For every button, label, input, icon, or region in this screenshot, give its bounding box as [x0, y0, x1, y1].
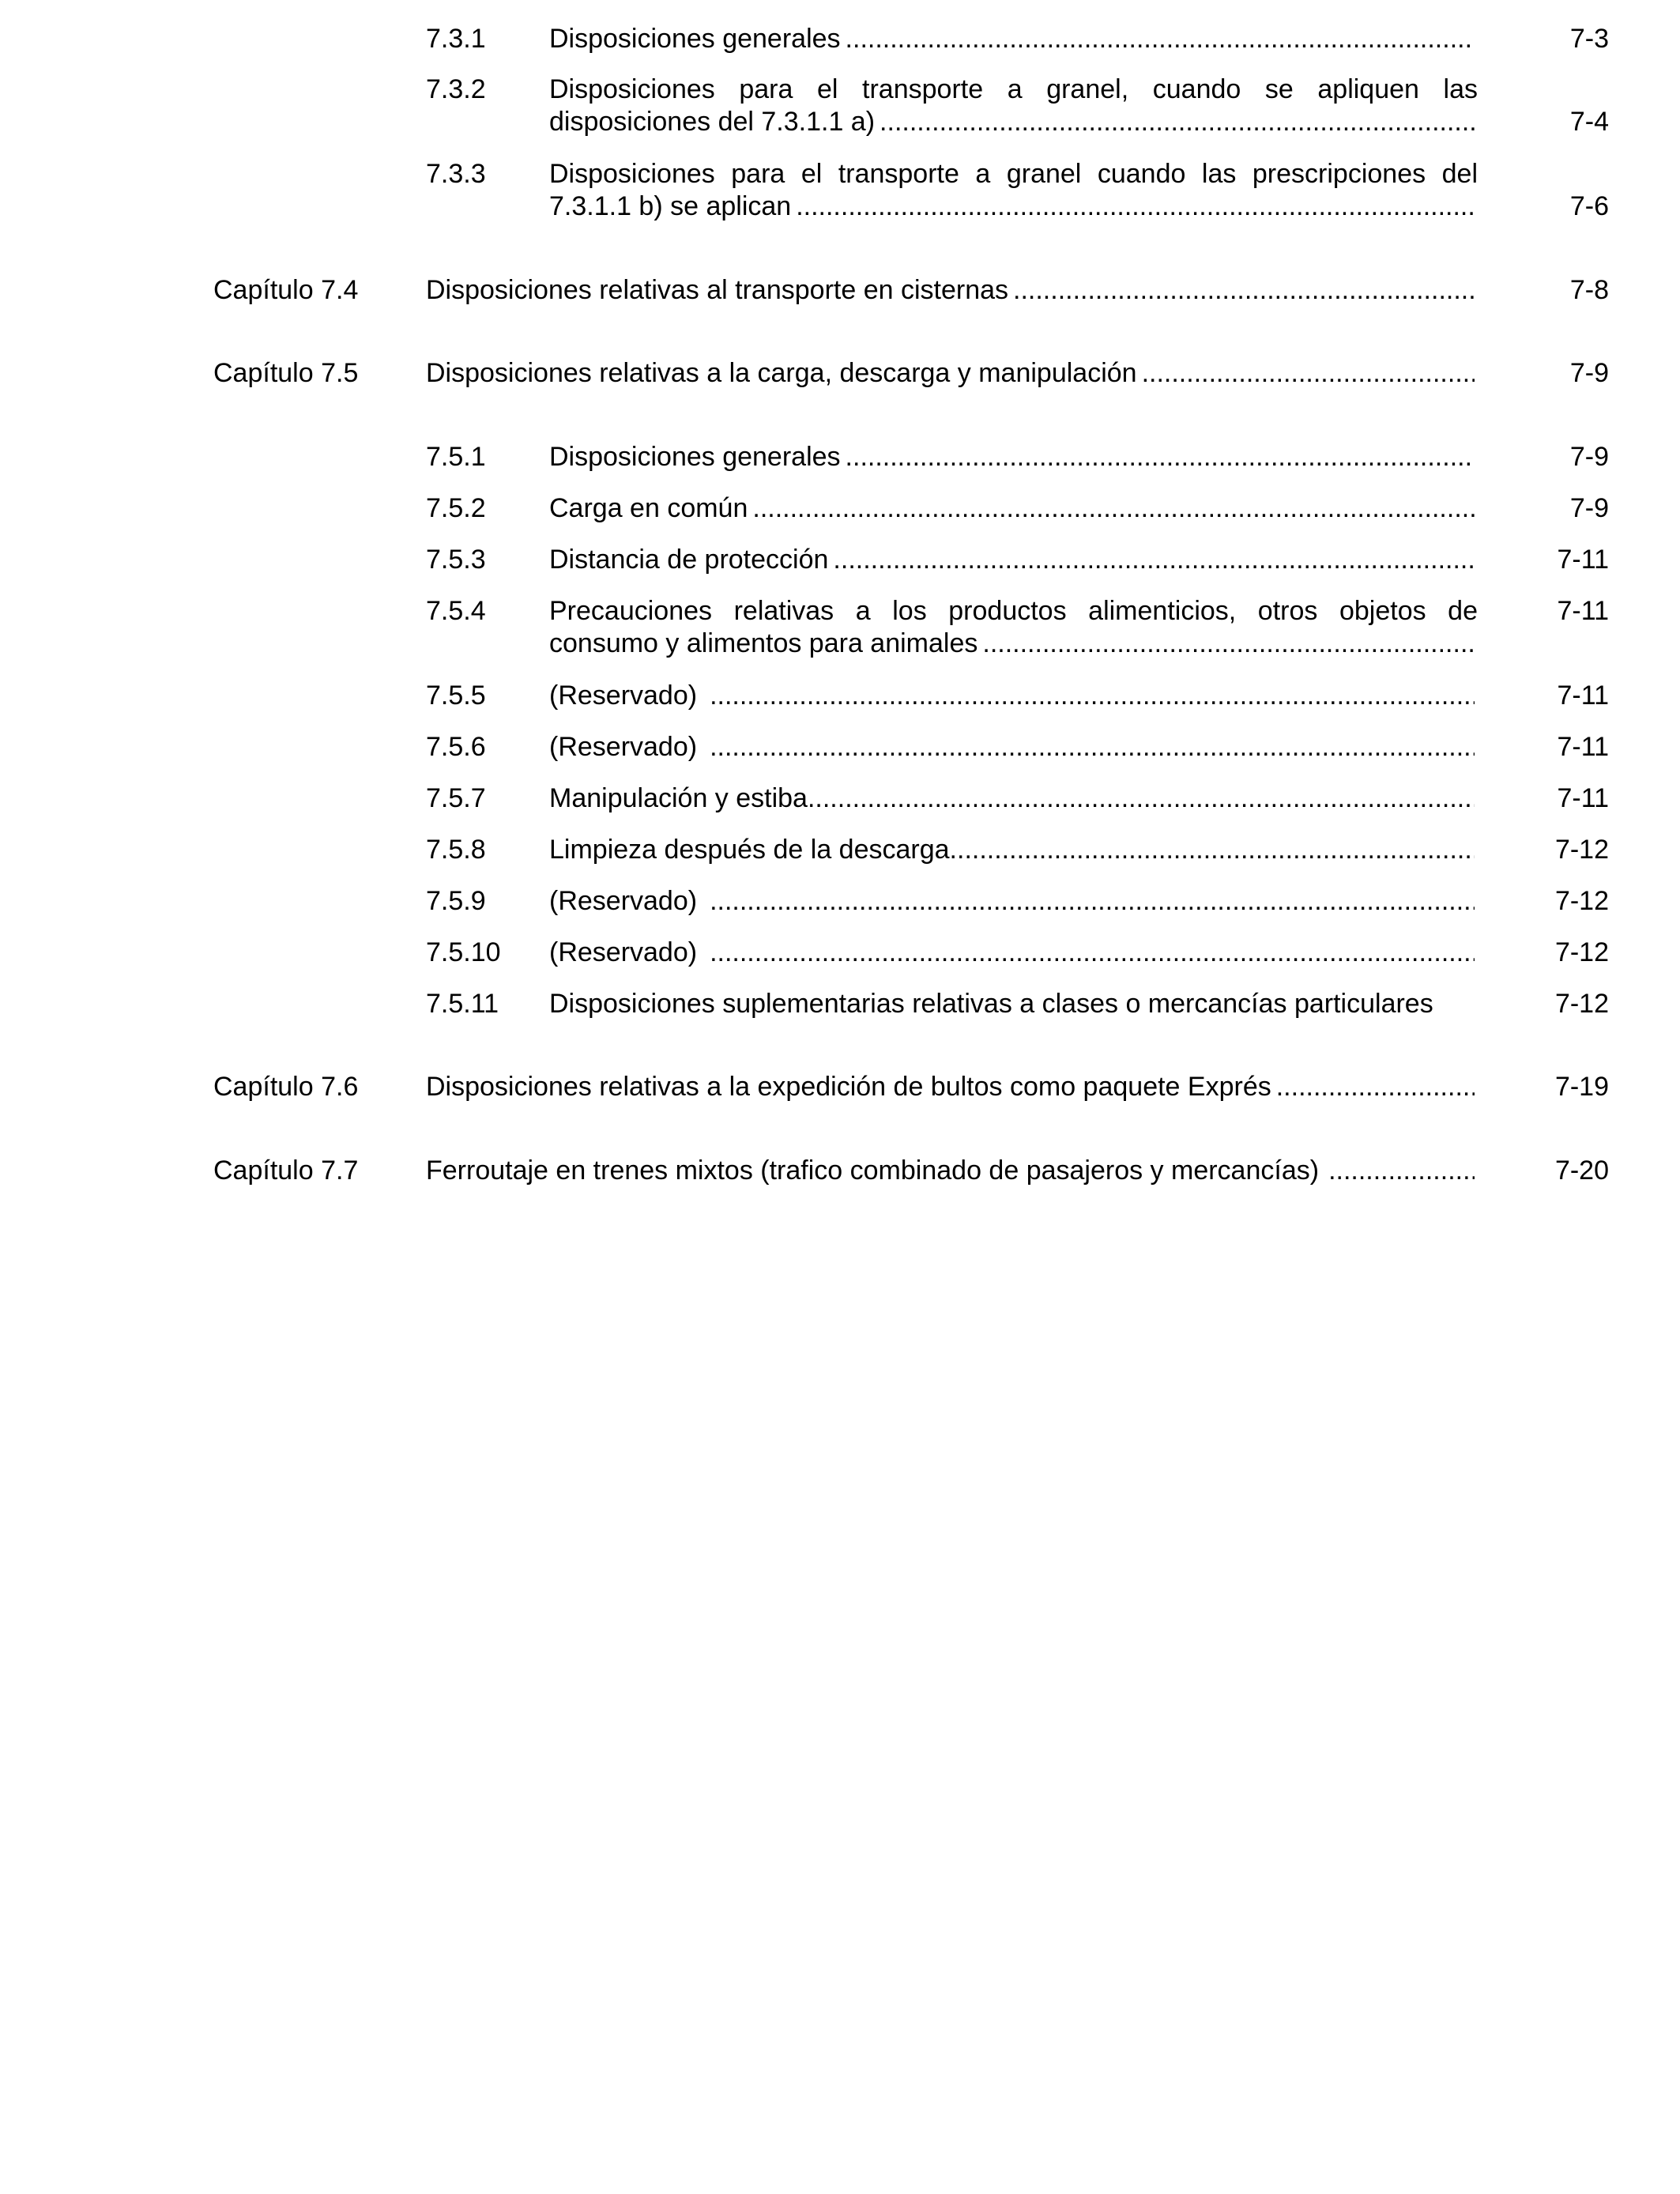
section-number: 7.3.3	[426, 159, 486, 189]
entry-title	[549, 544, 1475, 576]
entry-title	[549, 782, 1475, 815]
entry-title-line-1: Disposiciones para el transporte a granel cuando las prescripciones del	[549, 159, 1478, 189]
chapter-title-text: Ferroutaje en trenes mixtos (trafico combinado de pasajeros y mercancías)	[426, 1155, 1320, 1186]
entry-title-text: disposiciones del 7.3.1.1 a)	[549, 107, 876, 137]
entry-title	[549, 492, 1475, 525]
entry-title-text: Distancia de protección	[549, 545, 829, 575]
section-number: 7.5.7	[426, 783, 486, 813]
page-reference: 7-6	[1569, 191, 1609, 221]
dot-leader	[950, 834, 1475, 866]
section-number: 7.3.1	[426, 24, 486, 54]
dot-leader	[1142, 357, 1475, 390]
dot-leader	[880, 106, 1475, 138]
chapter-label: Capítulo 7.5	[213, 358, 359, 388]
entry-title	[549, 680, 1475, 712]
page-reference: 7-11	[1557, 545, 1609, 575]
page-reference: 7-9	[1569, 442, 1609, 472]
dot-leader	[710, 680, 1475, 712]
entry-title-text: consumo y alimentos para animales	[549, 628, 978, 658]
entry-title-line-2	[549, 190, 1475, 223]
page-reference: 7-12	[1554, 835, 1609, 865]
dot-leader	[710, 885, 1475, 918]
section-number: 7.5.9	[426, 886, 486, 916]
page-reference: 7-4	[1569, 107, 1609, 137]
page-reference: 7-9	[1569, 493, 1609, 523]
entry-title	[549, 885, 1475, 918]
section-number: 7.5.11	[426, 989, 499, 1019]
entry-title-line-1: Disposiciones para el transporte a granel, cuando se apliquen las	[549, 74, 1478, 104]
dot-leader	[833, 544, 1475, 576]
chapter-title	[426, 1155, 1475, 1187]
page-reference: 7-8	[1569, 275, 1609, 305]
section-number: 7.5.6	[426, 732, 486, 762]
entry-title-text: Manipulación y estiba	[549, 783, 808, 813]
entry-title	[549, 731, 1475, 763]
entry-title	[549, 441, 1475, 473]
chapter-title	[426, 357, 1475, 390]
chapter-title	[426, 1071, 1475, 1103]
chapter-title-text: Disposiciones relativas a la expedición de bultos como paquete Exprés	[426, 1072, 1271, 1102]
chapter-label: Capítulo 7.6	[213, 1072, 359, 1102]
page-reference: 7-11	[1557, 596, 1609, 626]
page-reference: 7-12	[1554, 937, 1609, 967]
entry-title	[549, 23, 1475, 55]
section-number: 7.3.2	[426, 74, 486, 104]
entry-title	[549, 937, 1475, 969]
dot-leader	[710, 937, 1475, 969]
entry-title-text: 7.3.1.1 b) se aplican	[549, 191, 792, 221]
entry-title-line-2	[549, 628, 1475, 660]
page-reference: 7-11	[1557, 783, 1609, 813]
section-number: 7.5.5	[426, 680, 486, 711]
dot-leader	[1013, 274, 1475, 307]
dot-leader	[808, 782, 1475, 815]
entry-title	[549, 834, 1475, 866]
page-reference: 7-19	[1554, 1072, 1609, 1102]
dot-leader	[710, 731, 1475, 763]
entry-title: Disposiciones suplementarias relativas a clases o mercancías particulares	[549, 989, 1433, 1019]
chapter-title	[426, 274, 1475, 307]
entry-title-text: Limpieza después de la descarga	[549, 835, 950, 865]
page-reference: 7-12	[1554, 886, 1609, 916]
page-reference: 7-20	[1554, 1155, 1609, 1186]
entry-title-text: (Reservado)	[549, 732, 698, 762]
entry-title-text: (Reservado)	[549, 937, 698, 967]
entry-title-text: Disposiciones generales	[549, 442, 841, 472]
chapter-label: Capítulo 7.4	[213, 275, 359, 305]
dot-leader	[1328, 1155, 1475, 1187]
dot-leader	[796, 190, 1475, 223]
page-reference: 7-3	[1569, 24, 1609, 54]
page-reference: 7-9	[1569, 358, 1609, 388]
section-number: 7.5.4	[426, 596, 486, 626]
section-number: 7.5.3	[426, 545, 486, 575]
dot-leader	[1276, 1071, 1475, 1103]
page-reference: 7-11	[1557, 732, 1609, 762]
entry-title-line-1: Precauciones relativas a los productos alimenticios, otros objetos de	[549, 596, 1478, 626]
dot-leader	[846, 23, 1475, 55]
entry-title-text: Disposiciones generales	[549, 24, 841, 54]
section-number: 7.5.1	[426, 442, 486, 472]
dot-leader	[982, 628, 1475, 660]
page-reference: 7-11	[1557, 680, 1609, 711]
dot-leader	[846, 441, 1475, 473]
section-number: 7.5.8	[426, 835, 486, 865]
entry-title-line-2	[549, 106, 1475, 138]
entry-title-text: (Reservado)	[549, 680, 698, 711]
section-number: 7.5.10	[426, 937, 501, 967]
entry-title-text: (Reservado)	[549, 886, 698, 916]
dot-leader	[752, 492, 1475, 525]
page-reference: 7-12	[1554, 989, 1609, 1019]
entry-title-text: Carga en común	[549, 493, 748, 523]
chapter-title-text: Disposiciones relativas al transporte en cisternas	[426, 275, 1009, 305]
section-number: 7.5.2	[426, 493, 486, 523]
chapter-title-text: Disposiciones relativas a la carga, descarga y manipulación	[426, 358, 1137, 388]
chapter-label: Capítulo 7.7	[213, 1155, 359, 1186]
